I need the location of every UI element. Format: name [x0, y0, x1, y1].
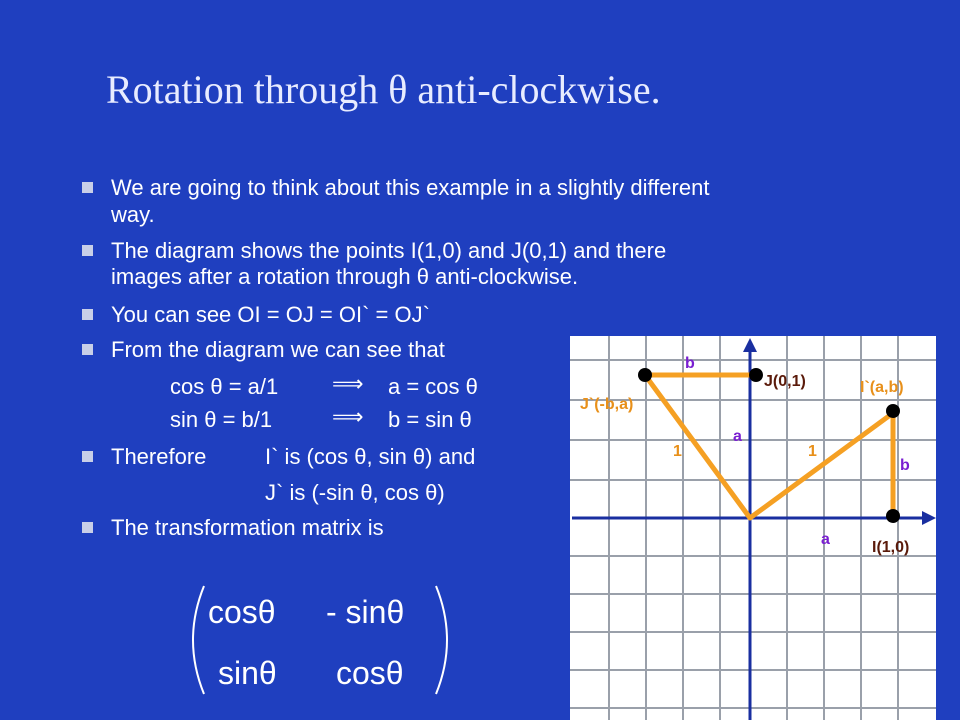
label-one-right: 1 — [808, 443, 817, 460]
bullet-marker — [82, 182, 93, 193]
equation-sin-rhs: b = sin θ — [388, 407, 472, 432]
slide-title: Rotation through θ anti-clockwise. — [106, 67, 661, 112]
implies-icon: ⟹ — [332, 405, 364, 430]
bullet-2-line-2: images after a rotation through θ anti-clockwise. — [111, 264, 579, 289]
bullet-5-line-2: I` is (cos θ, sin θ) and — [265, 444, 476, 469]
label-i-prime: I`(a,b) — [860, 379, 904, 396]
equation-cos-lhs: cos θ = a/1 — [170, 374, 279, 399]
label-b-top: b — [685, 355, 695, 372]
equation-cos-rhs: a = cos θ — [388, 374, 478, 399]
bullet-2-line-1: The diagram shows the points I(1,0) and J(0,1) and there — [111, 238, 667, 263]
bullet-4-line-1: From the diagram we can see that — [111, 337, 445, 362]
bullet-marker — [82, 309, 93, 320]
transformation-matrix — [180, 580, 460, 700]
label-a-mid: a — [733, 428, 742, 445]
left-bracket — [193, 586, 204, 694]
point-j-prime — [638, 368, 652, 382]
matrix-r1c1: cosθ — [208, 594, 276, 630]
point-j — [749, 368, 763, 382]
bullet-marker — [82, 245, 93, 256]
label-a-bottom: a — [821, 531, 830, 548]
rotation-diagram — [570, 336, 936, 720]
implies-icon: ⟹ — [332, 372, 364, 397]
equation-sin-lhs: sin θ = b/1 — [170, 407, 273, 432]
bullet-6-line-1: The transformation matrix is — [111, 515, 384, 540]
right-bracket — [436, 586, 447, 694]
label-b-right: b — [900, 457, 910, 474]
bullet-5-line-1: Therefore — [111, 444, 207, 469]
bullet-3-line-1: You can see OI = OJ = OI` = OJ` — [111, 302, 430, 327]
label-one-left: 1 — [673, 443, 682, 460]
bullet-1-line-1: We are going to think about this example in a slightly different — [111, 175, 710, 200]
bullet-1-line-2: way. — [111, 202, 155, 227]
matrix-r2c2: cosθ — [336, 655, 404, 691]
point-i-prime — [886, 404, 900, 418]
matrix-r2c1: sinθ — [218, 655, 277, 691]
matrix-r1c2: - sinθ — [326, 594, 405, 630]
bullet-5-line-3: J` is (-sin θ, cos θ) — [265, 480, 445, 505]
label-j-prime: J`(-b,a) — [580, 396, 634, 413]
label-i: I(1,0) — [872, 539, 910, 556]
bullet-marker — [82, 451, 93, 462]
label-j: J(0,1) — [764, 373, 806, 390]
bullet-marker — [82, 344, 93, 355]
point-i — [886, 509, 900, 523]
bullet-marker — [82, 522, 93, 533]
